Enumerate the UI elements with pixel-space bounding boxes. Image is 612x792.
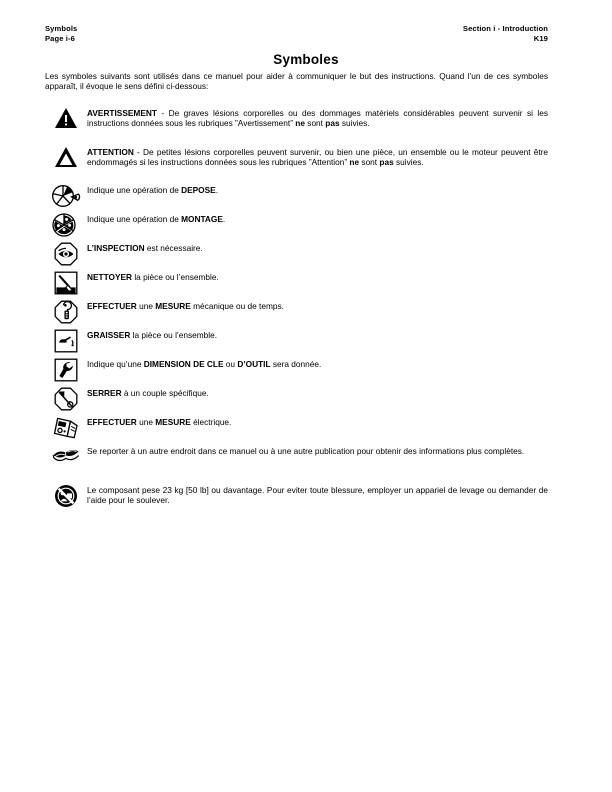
symbol-row-inspection [45,241,548,270]
oil-can-lubricate-icon [45,328,87,358]
symbol-description-avertissement: AVERTISSEMENT - De graves lésions corporelles ou des dommages matériels considérables peuvent survenir si les instructions données sous les rubriques ”Avertissement” ne sont pas suivies. [87,108,548,129]
eye-inspection-icon [45,241,87,271]
symbol-description-mesure-mecanique: EFFECTUER une MESURE mécanique ou de temps. [87,301,284,311]
intro-paragraph: Les symboles suivants sont utilisés dans ce manuel pour aider à communiquer le but des instructions. Quand l’un de ces symboles apparaît, il évoque le sens défini ci-dessous: [45,71,548,92]
caution-triangle-outline-icon [45,145,87,172]
symbol-description-attention: ATTENTION - De petites lésions corporelles peuvent survenir, ou bien une pièce, un ensemble ou le moteur peuvent être endommagés si les instructions données sous les rubriques ”Attention” ne sont pas suivies. [87,147,548,168]
symbol-row-depose [45,183,548,212]
micrometer-measure-icon [45,299,87,329]
symbol-row-mesure-mecanique [45,299,548,328]
warning-triangle-filled-icon [45,106,87,133]
running-header [45,24,548,43]
symbol-description-reference: Se reporter à un autre endroit dans ce manuel ou à une autre publication pour obtenir des informations plus complètes. [87,446,525,456]
symbol-description-depose: Indique une opération de DEPOSE. [87,185,219,195]
heavy-lift-warning-icon [45,483,87,510]
symbol-description-graisser: GRAISSER la pièce ou l’ensemble. [87,330,218,340]
assembly-wheel-icon [45,212,87,242]
symbol-row-nettoyer [45,270,548,299]
disassembly-wheel-icon [45,183,87,213]
symbol-description-montage: Indique une opération de MONTAGE. [87,214,226,224]
open-book-reference-icon [45,444,87,471]
symbol-row-graisser [45,328,548,357]
symbol-description-poids-lourd: Le composant pese 23 kg [50 lb] ou davantage. Pour eviter toute blessure, employer un appariel de levage ou demander de l’aide pour le soulever. [87,485,548,506]
symbol-description-mesure-electrique: EFFECTUER une MESURE électrique. [87,417,232,427]
header-right-line1: Section i - Introduction [462,24,548,33]
torque-wrench-icon [45,386,87,416]
header-left [45,24,77,43]
symbol-row-reference [45,444,548,471]
header-right [463,24,548,43]
wrench-size-icon [45,357,87,387]
symbol-description-serrer: SERRER à un couple spécifique. [87,388,209,398]
symbol-row-poids-lourd [45,483,548,510]
symbol-row-montage [45,212,548,241]
header-left-line2: Page i-6 [45,33,75,43]
symbol-description-dimension-de-cle: Indique qu’une DIMENSION DE CLE ou D’OUTIL sera donnée. [87,359,322,369]
symbol-row-mesure-electrique [45,415,548,444]
page-title: Symboles [273,52,339,67]
header-right-line2: K19 [533,33,548,43]
symbol-row-attention [45,145,548,172]
cleaning-brush-icon [45,270,87,300]
symbol-row-avertissement [45,106,548,133]
multimeter-icon [45,415,87,445]
symbol-description-nettoyer: NETTOYER la pièce ou l’ensemble. [87,272,219,282]
symbol-list [45,106,548,518]
symbol-row-dimension-de-cle [45,357,548,386]
header-left-line1: Symbols [45,24,78,33]
symbol-row-serrer [45,386,548,415]
symbol-description-inspection: L’INSPECTION est nécessaire. [87,243,203,253]
